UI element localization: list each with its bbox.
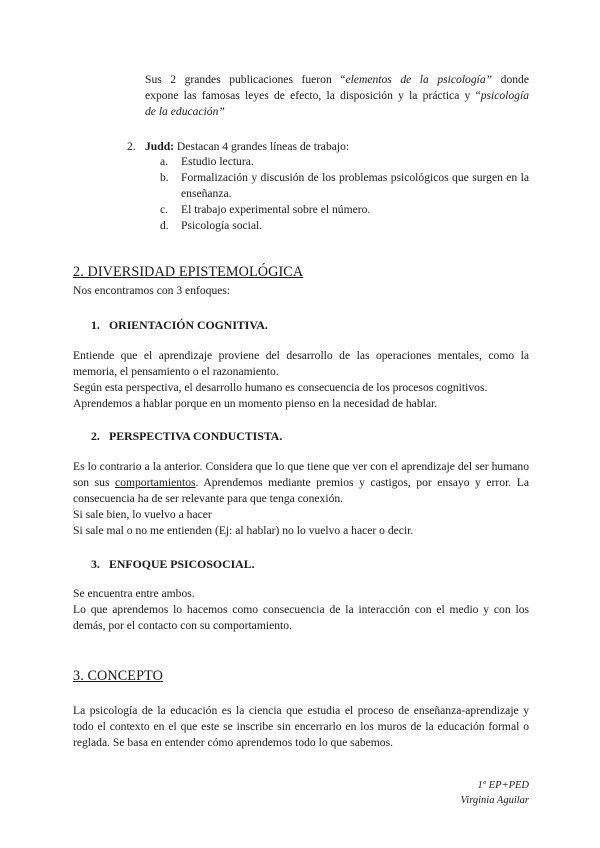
page-footer: [329, 778, 529, 808]
cognitive-paragraph-3: Aprendemos a hablar porque en un momento pienso en la necesidad de hablar.: [73, 397, 438, 410]
section-2-intro: Nos encontramos con 3 enfoques:: [73, 284, 231, 297]
cognitive-paragraph-1: Entiende que el aprendizaje proviene del desarrollo de las operaciones mentales, como la memoria, el pensamiento o el razonamiento.: [73, 349, 529, 378]
behaviorist-body: [73, 459, 529, 539]
list-marker: a.: [160, 155, 169, 168]
judd-number: 2.: [127, 140, 136, 153]
intro-text-2: donde: [492, 73, 529, 86]
judd-sublist: [160, 154, 529, 234]
list-marker: c.: [160, 203, 169, 216]
section-3-heading: 3. CONCEPTO: [73, 668, 163, 684]
behaviorist-paragraph-2: Si sale bien, lo vuelvo a hacer: [73, 508, 212, 521]
psychosocial-paragraph-2: Lo que aprendemos lo hacemos como consecuencia de la interacción con el medio y con los demás, por el contacto con su comportamiento.: [73, 603, 529, 632]
psychosocial-body: [73, 586, 529, 634]
judd-item: [127, 139, 529, 155]
intro-text-3: expone las famosas leyes de efecto, la disposición y la práctica y “: [145, 89, 481, 102]
behaviorist-text-b: . Aprendemos mediante premios y castigos, por ensayo y error. La consecuencia ha de ser relevante para que tenga conexión.: [73, 476, 529, 505]
concept-paragraph: La psicología de la educación es la ciencia que estudia el proceso de enseñanza-aprendizaje y todo el contexto en el que este se inscribe sin encerrarlo en los muros de la educación formal o reglada. Se basa en entender cómo aprendemos todo lo que sabemos.: [73, 704, 529, 749]
footer-author: Virginia Aguilar: [460, 795, 529, 806]
list-item: [160, 218, 529, 234]
behaviorist-paragraph-3: Si sale mal o no me entienden (Ej: al hablar) no lo vuelvo a hacer o decir.: [73, 524, 414, 537]
behaviorist-heading: [91, 428, 282, 444]
cognitive-title: ORIENTACIÓN COGNITIVA.: [109, 318, 268, 332]
section-2-heading: 2. DIVERSIDAD EPISTEMOLÓGICA: [73, 264, 304, 280]
behaviorist-number: 2.: [91, 429, 100, 443]
list-marker: b.: [160, 171, 169, 184]
intro-title-2a: psicología: [480, 89, 529, 102]
psychosocial-number: 3.: [91, 557, 100, 571]
behaviorist-paragraph-1: [73, 459, 529, 507]
judd-name: Judd:: [145, 140, 175, 153]
behaviorist-text-a: Es lo contrario a la anterior. Considera que lo que tiene que ver con el aprendizaje del ser humano son sus: [73, 460, 529, 489]
intro-title-1: elementos de la psicología”: [345, 73, 493, 86]
footer-course: 1º EP+PED: [477, 780, 529, 791]
psychosocial-paragraph-1: Se encuentra entre ambos.: [73, 587, 195, 600]
behaviorist-keyword: comportamientos: [115, 476, 196, 489]
list-item: [160, 170, 529, 202]
concept-body: [73, 703, 529, 751]
list-text: Formalización y discusión de los problemas psicológicos que surgen en la enseñanza.: [181, 171, 529, 200]
psychosocial-title: ENFOQUE PSICOSOCIAL.: [109, 557, 255, 571]
cognitive-heading: [91, 317, 268, 333]
cognitive-body: [73, 348, 529, 412]
intro-text-1: Sus 2 grandes publicaciones fueron “: [145, 73, 346, 86]
list-item: [160, 154, 529, 170]
behaviorist-title: PERSPECTIVA CONDUCTISTA.: [109, 429, 283, 443]
list-text: El trabajo experimental sobre el número.: [181, 203, 371, 216]
psychosocial-heading: [91, 556, 255, 572]
cognitive-number: 1.: [91, 318, 100, 332]
list-text: Estudio lectura.: [181, 155, 254, 168]
intro-title-2b: de la educación”: [145, 105, 225, 118]
publications-paragraph: [145, 72, 529, 120]
list-marker: d.: [160, 219, 169, 232]
cognitive-paragraph-2: Según esta perspectiva, el desarrollo humano es consecuencia de los procesos cognitivos.: [73, 381, 488, 394]
list-text: Psicología social.: [181, 219, 263, 232]
list-item: [160, 202, 529, 218]
judd-text: Destacan 4 grandes líneas de trabajo:: [174, 140, 350, 153]
